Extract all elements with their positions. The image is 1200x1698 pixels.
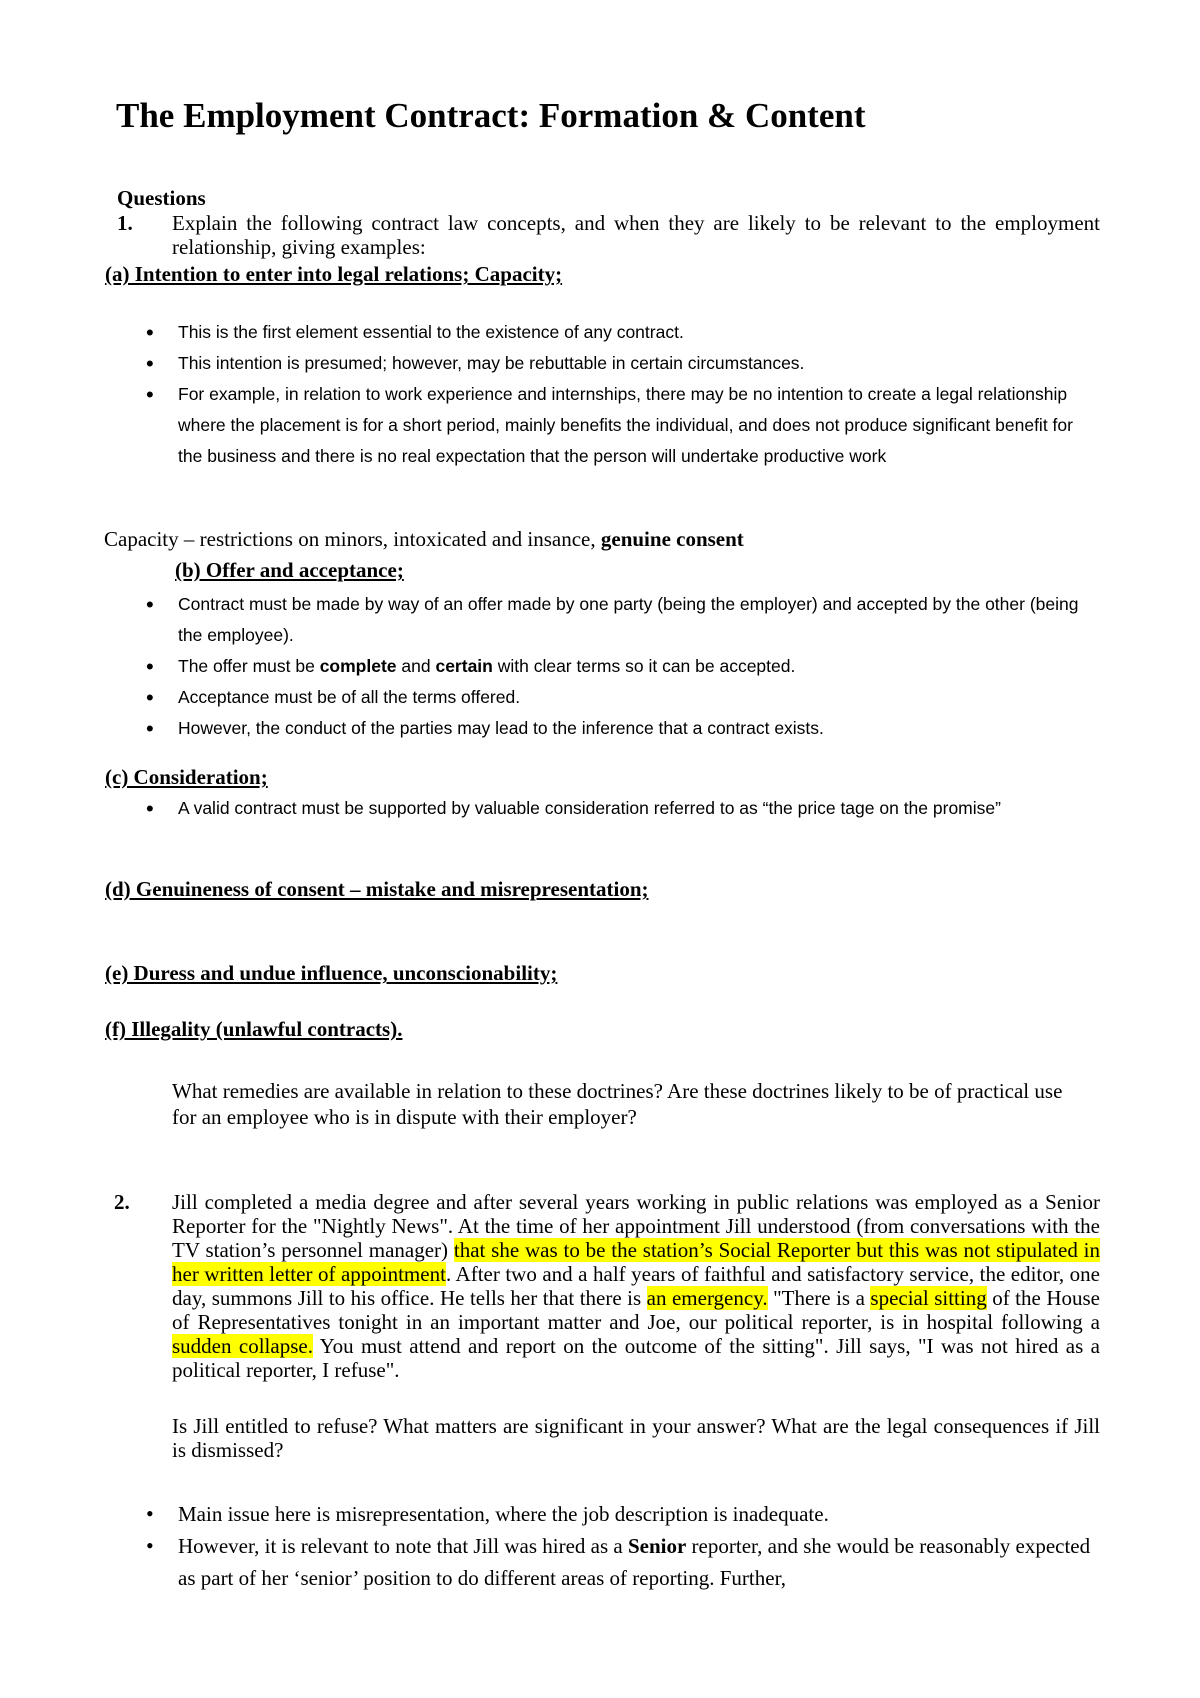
highlight-social-reporter: that she was to be the station’s Social Reporter but this was not stipulated in her written letter of appointment [172,1238,1100,1286]
highlight-emergency: an emergency. [646,1286,768,1310]
list-item: • Acceptance must be of all the terms offered. [178,682,1098,713]
section-c-heading: (c) Consideration; [105,765,268,789]
questions-heading: Questions [117,186,206,210]
bullet-icon: • [146,716,154,741]
highlight-sudden-collapse: sudden collapse. [172,1334,313,1358]
question-2-answer-list [146,1498,1098,1594]
section-b-list [146,589,1098,744]
highlight-special-sitting: special sitting [870,1286,987,1310]
bullet-icon: • [146,1501,154,1526]
list-item: • However, it is relevant to note that Jill was hired as a Senior reporter, and she would be reasonably expected as part of her ‘senior’ position to do different areas of reporting. Further, [178,1530,1098,1594]
section-a-list [146,317,1098,472]
genuine-consent-bold: genuine consent [600,527,744,551]
question-1-number: 1. [117,211,133,235]
section-b-heading: (b) Offer and acceptance; [175,558,404,582]
question-1-text: Explain the following contract law concepts, and when they are likely to be relevant to the employment relationship, giving examples: [172,211,1100,259]
bullet-icon: • [146,796,154,821]
question-2-number: 2. [114,1190,130,1214]
page-title: The Employment Contract: Formation & Content [116,96,866,135]
question-2-scenario: Jill completed a media degree and after several years working in public relations was employed as a Senior Reporter for the "Nightly News". At the time of her appointment Jill understood (from conversations with the TV station’s personnel manager) that she was to be the station’s Social Reporter but this was not stipulated in her written letter of appointment. After two and a half years of faithful and satisfactory service, the editor, one day, summons Jill to his office. He tells her that there is an emergency. "There is a special sitting of the House of Representatives tonight in an important matter and Joe, our political reporter, is in hospital following a sudden collapse. You must attend and report on the outcome of the sitting". Jill says, "I was not hired as a political reporter, I refuse". [172,1190,1100,1382]
section-d-heading: (d) Genuineness of consent – mistake and misrepresentation; [105,877,649,901]
section-a-heading: (a) Intention to enter into legal relations; Capacity; [105,262,563,286]
section-c-list [146,793,1098,824]
list-item: • The offer must be complete and certain with clear terms so it can be accepted. [178,651,1098,682]
list-item: • However, the conduct of the parties may lead to the inference that a contract exists. [178,713,1098,744]
list-item: • Main issue here is misrepresentation, where the job description is inadequate. [178,1498,1098,1530]
list-item: • This intention is presumed; however, may be rebuttable in certain circumstances. [178,348,1098,379]
bullet-icon: • [146,320,154,345]
bullet-icon: • [146,351,154,376]
bullet-icon: • [146,685,154,710]
list-item: • This is the first element essential to the existence of any contract. [178,317,1098,348]
bullet-icon: • [146,654,154,679]
list-item: • Contract must be made by way of an offer made by one party (being the employer) and accepted by the other (being the employee). [178,589,1098,651]
bullet-icon: • [146,592,154,617]
section-f-heading: (f) Illegality (unlawful contracts). [105,1017,403,1041]
remedies-paragraph: What remedies are available in relation to these doctrines? Are these doctrines likely to be of practical use for an employee who is in dispute with their employer? [172,1079,1063,1129]
bullet-icon: • [146,382,154,407]
section-e-heading: (e) Duress and undue influence, unconscionability; [105,961,558,985]
bullet-icon: • [146,1533,154,1558]
question-2-questions: Is Jill entitled to refuse? What matters are significant in your answer? What are the legal consequences if Jill is dismissed? [172,1414,1100,1462]
list-item: • A valid contract must be supported by valuable consideration referred to as “the price tage on the promise” [178,793,1098,824]
list-item: • For example, in relation to work experience and internships, there may be no intention to create a legal relationship where the placement is for a short period, mainly benefits the individual, and does not produce significant benefit for the business and there is no real expectation that the person will undertake productive work [178,379,1098,472]
capacity-line: Capacity – restrictions on minors, intoxicated and insance, genuine consent [104,527,744,551]
